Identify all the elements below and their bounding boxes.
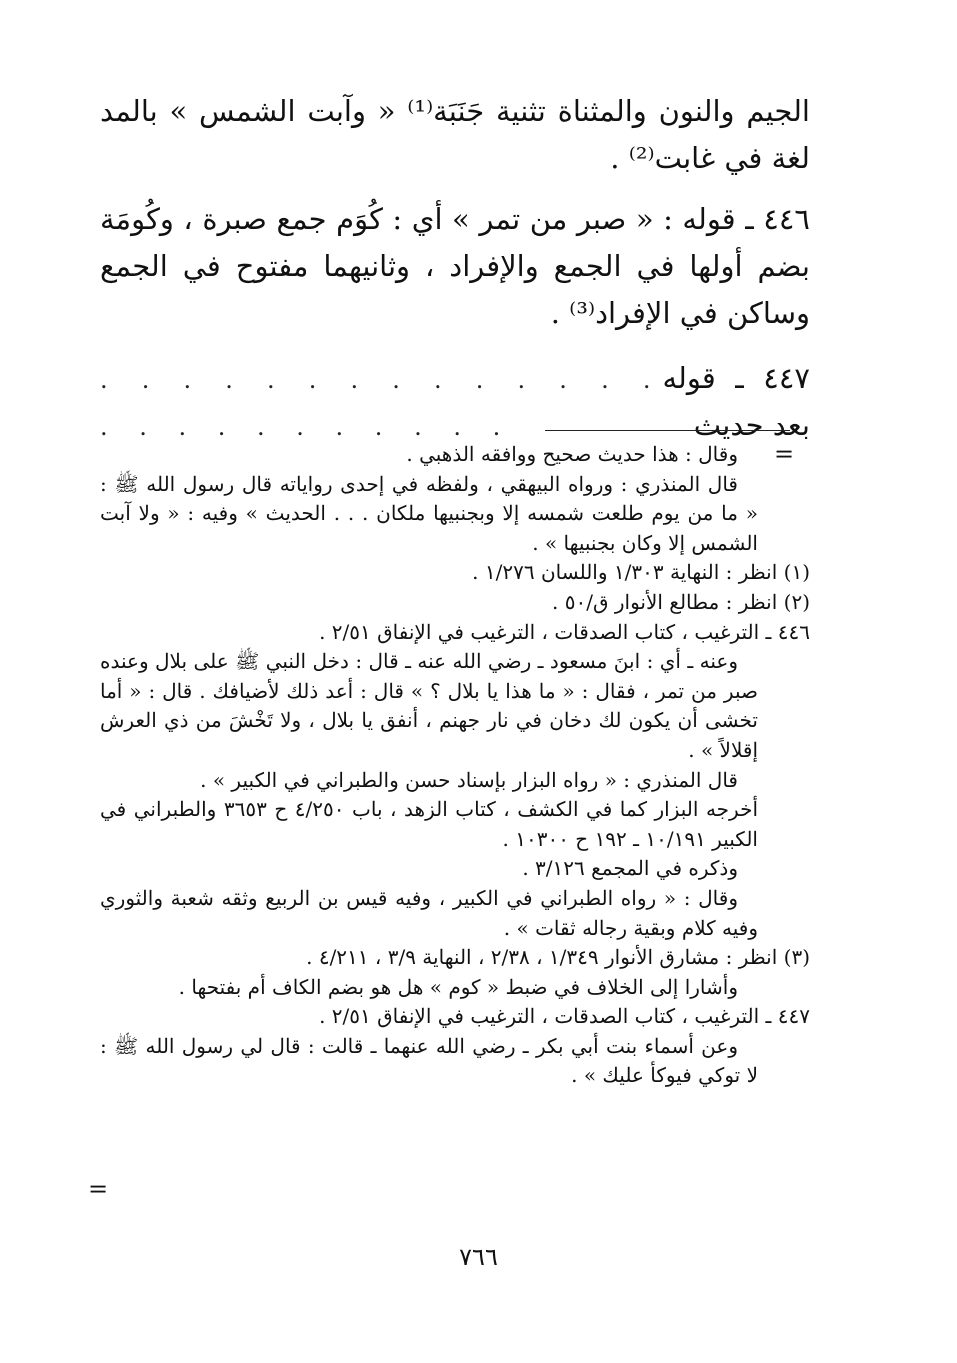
main-text (100, 88, 810, 451)
takhrij-446-heading: ٤٤٦ ـ الترغيب ، كتاب الصدقات ، الترغيب في الإنفاق ٢/٥١ . (319, 619, 810, 644)
paragraph-447-text: ٤٤٧ ـ قوله بعد حديث (662, 361, 810, 442)
note-446-mundhiri: قال المنذري : « رواه البزار بإسناد حسن والطبراني في الكبير » . (200, 767, 738, 792)
footnote-1: (١) انظر : النهاية ١/٣٠٣ واللسان ١/٢٧٦ . (472, 560, 810, 585)
paragraph-447 (100, 355, 810, 451)
note-446-tabarani: وقال : « رواه الطبراني في الكبير ، وفيه قيس بن الربيع وثقه شعبة والثوري وفيه كلام وبقية رجاله ثقات » . (100, 885, 758, 940)
footnote-3-remark: وأشارا إلى الخلاف في ضبط « كوم » هل هو بضم الكاف أم بفتحها . (178, 974, 738, 999)
takhrij-447-heading: ٤٤٧ ـ الترغيب ، كتاب الصدقات ، الترغيب في الإنفاق ٢/٥١ . (319, 1004, 810, 1029)
note-446-hadith: وعنه ـ أي : ابنَ مسعود ـ رضي الله عنه ـ قال : دخل النبي ﷺ على بلال وعنده صبر من تمر ، فقال : « ما هذا يا بلال ؟ » قال : أعد ذلك لأضيافك . قال : « أما تخشى أن يكون لك دخان في نار جهنم ، أنفق يا بلال ، ولا تَخْشَ من ذي العرش إقلالاً » . (100, 649, 758, 762)
note-446-majma: وذكره في المجمع ٣/١٢٦ . (522, 856, 738, 881)
paragraph-446: ٤٤٦ ـ قوله : « صبر من تمر » أي : كُوَم جمع صبرة ، وكُومَة بضم أولها في الجمع والإفراد ، وثانيهما مفتوح في الجمع وساكن في الإفراد⁽³⁾ . (100, 202, 810, 330)
note-447-hadith: وعن أسماء بنت أبي بكر ـ رضي الله عنهما ـ قالت : قال لي رسول الله ﷺ : لا توكي فيوكأ عليك » . (100, 1033, 758, 1088)
footnote-3: (٣) انظر : مشارق الأنوار ١/٣٤٩ ، ٢/٣٨ ، النهاية ٣/٩ ، ٤/٢١١ . (306, 945, 810, 970)
footnote-2: (٢) انظر : مطالع الأنوار ق/٥٠ . (552, 589, 810, 614)
note-dhahabi: وقال : هذا حديث صحيح ووافقه الذهبي . (406, 442, 738, 466)
footnote-separator (545, 430, 790, 431)
continuation-mark-bottom: = (88, 1175, 109, 1203)
paragraph-gloss: الجيم والنون والمثناة تثنية جَنَبَة⁽¹⁾ « وآبت الشمس » بالمد لغة في غابت⁽²⁾ . (100, 94, 810, 175)
page-number: ٧٦٦ (459, 1243, 498, 1271)
note-446-bazzar: أخرجه البزار كما في الكشف ، كتاب الزهد ، باب ٤/٢٥٠ ح ٣٦٥٣ والطبراني في الكبير ١٠/١٩١ ـ ١٩٢ ح ١٠٣٠٠ . (100, 797, 758, 851)
ellipsis-dots: . . . . . . . . . . . . . . . . . . . . . . . . . (100, 366, 663, 441)
continuation-mark-top: = (774, 440, 795, 468)
note-mundhiri-bayhaqi: قال المنذري : ورواه البيهقي ، ولفظه في إحدى رواياته قال رسول الله ﷺ : « ما من يوم طلعت شمسه إلا وبجنبيها ملكان . . . الحديث » وفيه : « ولا آبت الشمس إلا وكان بجنبيها » . (100, 471, 758, 555)
footnotes (100, 440, 810, 1091)
